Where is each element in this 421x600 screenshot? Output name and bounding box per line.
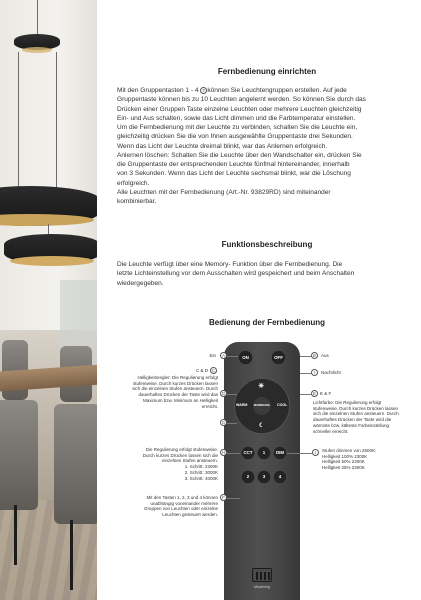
room-photo [0,0,97,600]
chair [0,400,38,510]
off-button[interactable]: OFF [271,350,286,365]
remote-control [224,342,300,600]
callout-line: Helligkeit 50% 2300K [322,459,365,465]
callout-line: Leuchten gesteuert werden. [162,512,218,518]
text-line: erfolgreich. [117,179,150,187]
text-line: gleichzeitig drücken Sie die von Ihnen ausgewählte Gruppentaste drei Sekunden. [117,133,353,141]
callout-line: erreicht. [201,403,218,409]
brand-name: Mustering [254,585,270,589]
callout-ein-label: Ein [209,353,216,358]
callout-line: 1. Schritt: 2300K [184,464,218,470]
text-line: Alle Leuchten mit der Fernbedienung (Art.-Nr. 93829RD) sind miteinander [117,188,331,196]
callout-line: Durch kurzes Drücken lassen sich die [142,452,218,458]
callout-letter-e: E [311,390,318,397]
callout-line: schneller erreicht. [313,428,349,434]
callout-line: dauerhaftes Drücken der Taste wird das [138,392,218,398]
callout-line: wärmste bzw. kälteste Farbeinstellung [313,422,390,428]
callout-groups-text [112,495,218,518]
pendant-glow-small [22,47,52,53]
callout-letter-i-dim: I [312,449,319,456]
section-title-setup: Fernbedienung einrichten [217,67,317,76]
callout-aus-label: Aus [321,353,329,358]
text-line [117,86,417,95]
callout-line: stufenweise. Durch kurzes Drücken lassen [313,405,399,411]
callout-dim-text [322,448,418,471]
group-1-button[interactable]: 1 [257,446,271,460]
text-line: von 3 Sekunden. Wenn das Licht der Leuchte sechsmal blinkt, war die Löschung [117,170,351,178]
text-fragment: können Sie Leuchtengruppen erstellen. Auf jede [207,87,347,94]
section-title-remote: Bedienung der Fernbedienung [208,318,325,327]
logo-bar [260,572,262,580]
callout-letter-b: B [311,352,318,359]
group-3-button[interactable]: 3 [257,470,271,484]
callout-steps-text [110,447,218,481]
callout-line: Mit den Tasten 1, 2, 3 und 4 können [146,495,218,500]
leader-line [300,356,311,357]
sun-icon: ☀ [258,383,265,390]
callout-line: unabhängig voneinander mehrere [150,500,218,506]
callout-letter-h: H [221,450,226,455]
group-2-button[interactable]: 2 [241,470,255,484]
on-button[interactable]: ON [238,350,253,365]
leader-line [227,356,238,357]
callout-line: stufenweise. Durch kurzes Drücken lassen [132,380,218,386]
logo-bar [256,572,258,580]
callout-line: einzelnen Stufen ansteuern. [161,458,218,464]
callout-line: sich die einzelnen Stufen ansteuern. Durch [132,386,218,392]
text-line: Drücken einer Gruppen Taste einzelne Leuchten oder mehrere Leuchten gleichzeitig [117,105,362,113]
callout-color-text [313,400,419,434]
text-line: wiedergegeben. [117,279,164,287]
cool-label[interactable]: COOL [277,403,288,407]
logo-bar [264,572,266,580]
callout-line: 3. Schritt: 4000K [184,475,218,481]
text-line: Anlernen löschen: Schalten Sie die Leuchte über den Wandschalter ein, drücken Sie [117,151,362,159]
text-line: kombinierbar. [117,198,157,205]
callout-line: Stufen dimmen von 2500K: [322,448,377,453]
dim-button[interactable]: DIM [273,446,287,460]
chair-leg [14,505,17,565]
callout-line: sich die einzelnen Stufen ansteuern. Durch [313,411,399,417]
callout-letter-d: D [221,391,226,396]
callout-letter-f: F [220,494,227,501]
callout-line: Gruppen von Leuchten oder einzelne [143,506,218,512]
callout-ef-label: E & F [320,391,332,396]
text-fragment: Mit den Gruppentasten 1 - 4 [117,87,201,94]
logo-bar [268,572,270,580]
warm-label[interactable]: WARM [236,403,248,407]
text-line: Ein- und Aus schalten, sowie das Licht dimmen und die Farbtemperatur einstellen. [117,114,356,122]
callout-line: Maximum bzw. Minimum an Helligkeit [142,397,218,403]
leader-line [300,394,311,395]
moon-icon: ☾ [259,423,265,429]
callout-nachtlicht-label: Nachtlicht [321,370,341,375]
leader-line [300,373,311,374]
callout-line: Helligkeitsregler: Die Regulierung erfolgt [137,375,218,380]
pendant-wire [56,52,57,192]
callout-line: Lichtfarbe: Die Regulierung erfolgt [313,400,382,405]
group-marker-icon: F [200,87,207,94]
brand-logo-icon [252,568,272,582]
setup-paragraph [117,86,417,206]
dimmer-dial[interactable] [234,378,290,434]
callout-line: 2. Schritt: 3000K [184,469,218,475]
text-line: Gruppentaste können bis zu 10 Leuchten angelernt werden. So können Sie durch das [117,96,366,104]
pendant-wire [18,52,19,192]
callout-letter-a: A [220,352,227,359]
chair-leg [70,520,73,590]
function-paragraph [117,260,417,288]
callout-letter-g: G [221,420,226,425]
pendant-wire [37,0,38,36]
callout-brightness-text [104,375,218,409]
callout-letter-c: C [211,368,216,373]
pendant-glow-medium [10,256,94,266]
cct-button[interactable]: CCT [241,446,255,460]
callout-line: Helligkeit 25% 2300K [322,465,365,471]
leader-line [287,453,312,454]
section-title-function: Funktionsbeschreibung [221,240,313,249]
chair [54,404,97,524]
warm-cool-button[interactable] [253,397,271,415]
text-line: Wenn das Licht der Leuchte dreimal blinkt, war das Anlernen erfolgreich. [117,142,328,150]
warmcool-label: WARM/COOL [253,404,271,407]
text-line: Die Leuchte verfügt über eine Memory- Funktion über die Fernbedienung. Die [117,261,343,268]
callout-line: Die Regulierung erfolgt stufenweise. [145,447,218,452]
callout-line: Helligkeit 100% 2300K [322,453,368,459]
callout-line: dauerhaftes Drücken der Taste wird die [313,417,392,423]
leader-line [227,453,240,454]
text-line: letzte Lichteinstellung vor dem Ausschalten wird gespeichert und beim Anschalten [117,270,355,278]
leader-line [227,498,240,499]
leader-line [227,394,237,395]
callout-letter-i: I [311,369,318,376]
text-line: Um die Fernbedienung mit der Leuchte zu verbinden, schalten Sie die Leuchte ein, [117,124,358,131]
callout-cd-label: C & D [195,368,208,373]
leader-line [227,423,237,424]
group-4-button[interactable]: 4 [273,470,287,484]
text-line: die Gruppentaste der entsprechenden Leuchte fünfmal hintereinander, innerhalb [117,161,350,168]
